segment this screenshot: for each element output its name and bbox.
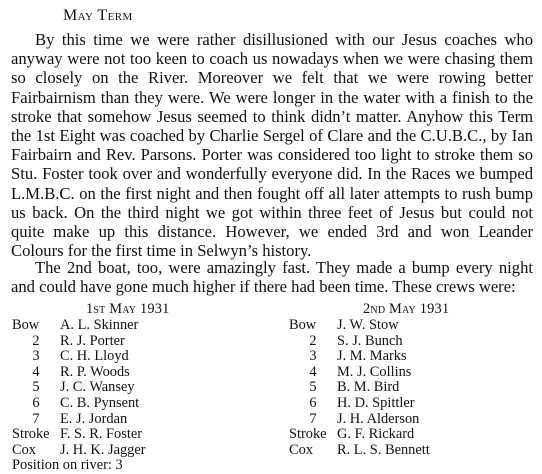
crew-member-name: G. F. Rickard: [337, 426, 415, 443]
crew-position: 2: [309, 332, 317, 349]
crew-position: 4: [309, 363, 317, 380]
crew-member-name: R. P. Woods: [60, 363, 130, 380]
crew-position: Bow: [289, 317, 317, 333]
crew-position: 5: [32, 379, 40, 396]
crew-position: 6: [309, 394, 317, 411]
crew-row: [289, 380, 529, 396]
crew-row: [289, 318, 529, 334]
crew-row: [12, 334, 272, 350]
crew-row: [289, 443, 529, 459]
crew-position: Cox: [289, 441, 313, 458]
crew-position: 6: [32, 394, 40, 411]
crew-row: [289, 334, 529, 350]
paragraph-first-eight: By this time we were rather disillusioned with our Jesus coaches who anyway were not too keen to coach us nowadays when we were chasing them so closely on the River. Moreover we felt that we were rowing better Fairbairnism than they were. We were longer in the water with a finish to the stroke that somehow Jesus seemed to think didn’t matter. Anyhow this Term the 1st Eight was coached by Charlie Sergel of Clare and the C.U.B.C., by Ian Fairbairn and Rev. Parsons. Porter was considered too light to stroke them so Stu. Foster took over and wonderfully everyone did. In the Races we bumped L.M.B.C. on the first night and then fought off all later attempts to rush bump us back. On the third night we got within three feet of Jesus but could not quite make up this distance. However, we ended 3rd and won Leander Colours for the first time in Selwyn’s history.: [11, 30, 533, 261]
crew-row: [12, 443, 272, 459]
crew-row: [12, 412, 272, 428]
river-position-note: Position on river: 3: [12, 457, 123, 474]
crew-row: [12, 427, 272, 443]
crew-position: 3: [32, 348, 40, 365]
crew-row: [289, 396, 529, 412]
crew-row: [289, 427, 529, 443]
crew-position: Cox: [12, 441, 36, 458]
crew-member-name: J. W. Stow: [337, 317, 399, 333]
crew-member-name: R. L. S. Bennett: [337, 441, 430, 458]
crew-row: [289, 349, 529, 365]
crew-list-first-may: [12, 302, 272, 474]
crew-member-name: A. L. Skinner: [60, 317, 139, 333]
crew-row: [12, 349, 272, 365]
crew-position: 7: [32, 410, 40, 427]
crew-member-name: F. S. R. Foster: [60, 426, 143, 443]
crew-position: Stroke: [289, 426, 327, 443]
crew-row: [289, 365, 529, 381]
crew-position: 2: [32, 332, 40, 349]
crew-position: Stroke: [12, 426, 50, 443]
crew-member-name: J. C. Wansey: [60, 379, 135, 396]
crew-member-name: B. M. Bird: [337, 379, 400, 396]
paragraph-second-boat: The 2nd boat, too, were amazingly fast. They made a bump every night and could have gone much higher if there had been time. These crews were:: [11, 258, 533, 297]
crew-row: [12, 396, 272, 412]
crew-row: [12, 365, 272, 381]
crew-position: 3: [309, 348, 317, 365]
crew-title: 1st May 1931: [86, 301, 170, 317]
crew-position: 7: [309, 410, 317, 427]
crew-position: 5: [309, 379, 317, 396]
crew-member-name: J. H. K. Jagger: [60, 441, 146, 458]
crew-member-name: C. H. Lloyd: [60, 348, 129, 365]
crew-member-name: H. D. Spittler: [337, 394, 415, 411]
crew-member-name: E. J. Jordan: [60, 410, 128, 427]
crew-position: 4: [32, 363, 40, 380]
section-heading: May Term: [63, 7, 133, 24]
crew-list-second-may: [289, 302, 529, 458]
crew-row: [12, 380, 272, 396]
crew-member-name: J. H. Alderson: [337, 410, 420, 427]
crew-member-name: J. M. Marks: [337, 348, 407, 365]
crew-title: 2nd May 1931: [363, 301, 450, 317]
crew-member-name: S. J. Bunch: [337, 332, 403, 349]
crew-member-name: M. J. Collins: [337, 363, 412, 380]
crew-member-name: C. B. Pynsent: [60, 394, 140, 411]
crew-member-name: R. J. Porter: [60, 332, 125, 349]
crew-row: [289, 412, 529, 428]
crew-row: [12, 318, 272, 334]
crew-position: Bow: [12, 317, 40, 333]
